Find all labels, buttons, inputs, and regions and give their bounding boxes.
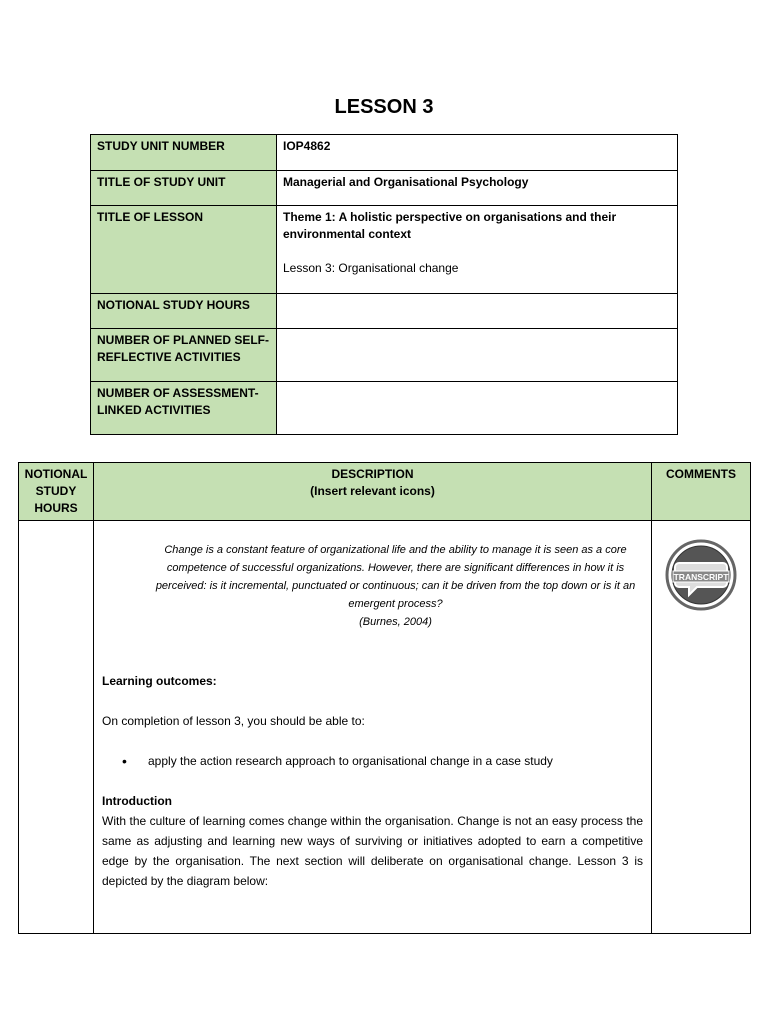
planned-activities-value (277, 329, 678, 382)
notional-hours-value (277, 294, 678, 329)
opening-quote (94, 521, 651, 631)
title-of-study-unit-label: TITLE OF STUDY UNIT (91, 171, 277, 206)
lesson-name: Lesson 3: Organisational change (283, 261, 459, 275)
title-of-lesson-label: TITLE OF LESSON (91, 206, 277, 294)
title-of-study-unit-value: Managerial and Organisational Psychology (277, 171, 678, 206)
description-header-subtitle: (Insert relevant icons) (310, 484, 435, 498)
list-item: • apply the action research approach to organisational change in a case study (122, 751, 643, 771)
assessment-activities-value (277, 382, 678, 435)
title-of-lesson-value (277, 206, 678, 294)
introduction-text: With the culture of learning comes change within the organisation. Change is not an easy process the same as adjusting and learning new ways of surviving or initiatives adopted to earn a competitive edge by the organisation. The next section will deliberate on organisational change. Lesson 3 is depicted by the diagram below: (102, 814, 643, 888)
learning-outcomes-heading: Learning outcomes: (102, 674, 217, 688)
notional-hours-cell (19, 521, 94, 934)
assessment-activities-label: NUMBER OF ASSESSMENT-LINKED ACTIVITIES (91, 382, 277, 435)
lesson-content-table (18, 462, 751, 934)
quote-text: Change is a constant feature of organizational life and the ability to manage it is seen as a core competence of successful organizations. However, there are significant differences in how it is perceived: is it incremental, punctuated or continuous; can it be driven from the top down or is it an emergent process? (155, 544, 636, 610)
lesson-title: LESSON 3 (334, 96, 434, 118)
introduction-heading: Introduction (102, 794, 172, 808)
notional-hours-header: NOTIONAL STUDY HOURS (19, 463, 94, 521)
lesson-theme: Theme 1: A holistic perspective on organisations and their environmental context (283, 210, 617, 241)
planned-activities-label: NUMBER OF PLANNED SELF-REFLECTIVE ACTIVITIES (91, 329, 277, 382)
description-cell (94, 521, 652, 934)
description-header (94, 463, 652, 521)
study-unit-number-label: STUDY UNIT NUMBER (91, 135, 277, 171)
comments-header: COMMENTS (652, 463, 751, 521)
outcomes-list (102, 751, 643, 771)
quote-citation: (Burnes, 2004) (359, 616, 432, 628)
transcript-icon-label: TRANSCRIPT (673, 572, 729, 582)
description-header-title: DESCRIPTION (331, 467, 414, 481)
transcript-icon (659, 539, 743, 619)
completion-text: On completion of lesson 3, you should be able to: (102, 714, 365, 728)
comments-cell (652, 521, 751, 934)
notional-hours-label: NOTIONAL STUDY HOURS (91, 294, 277, 329)
study-unit-number-value: IOP4862 (277, 135, 678, 171)
study-unit-info-table (90, 134, 678, 435)
